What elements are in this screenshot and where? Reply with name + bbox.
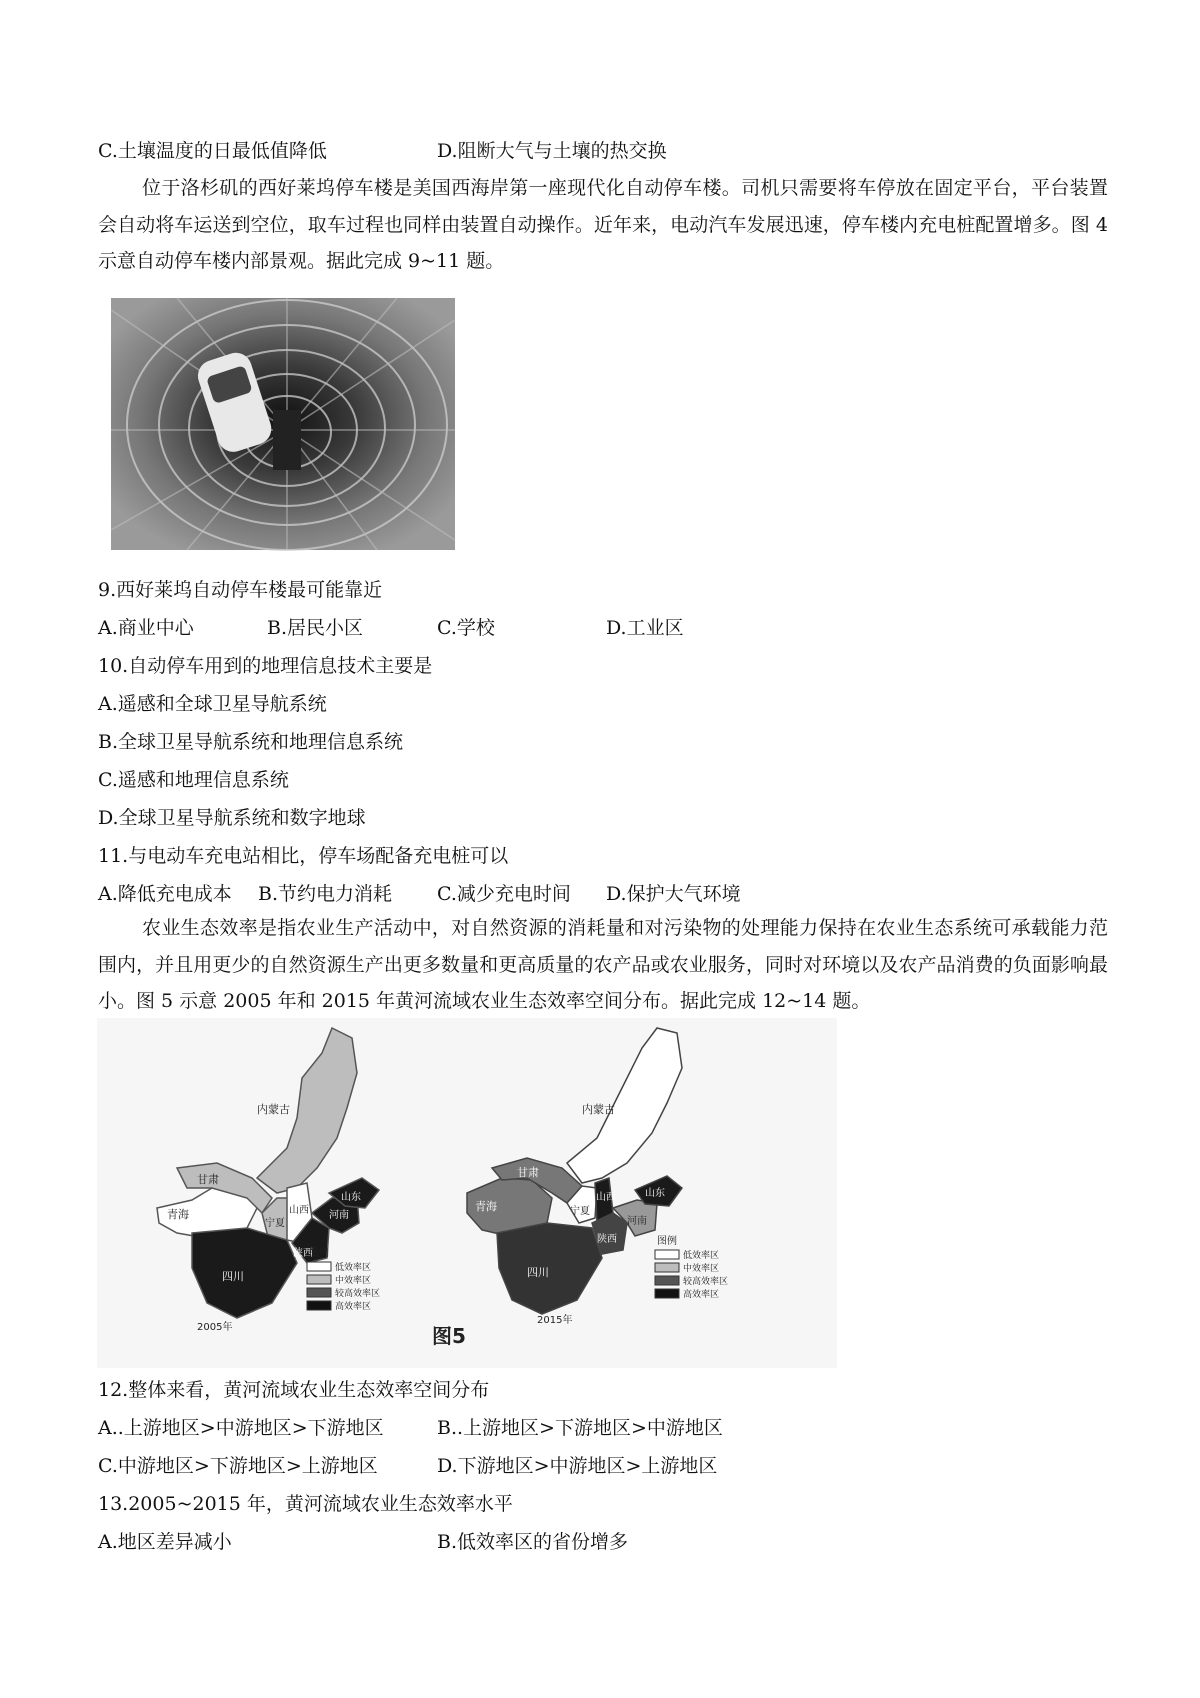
legend-2005-mid: 中效率区	[335, 1276, 372, 1286]
q12-option-c: C.中游地区>下游地区>上游地区	[98, 1455, 378, 1477]
map-2005-label-gansu: 甘肃	[197, 1173, 219, 1186]
q12-option-d: D.下游地区>中游地区>上游地区	[437, 1455, 718, 1477]
q10-option-a: A.遥感和全球卫星导航系统	[98, 693, 327, 715]
legend-2015-low: 低效率区	[683, 1251, 720, 1261]
q8-option-c: C.土壤温度的日最低值降低	[98, 140, 327, 162]
map-2005-label-neimenggu: 内蒙古	[257, 1103, 290, 1116]
map-2015-label-qinghai: 青海	[475, 1200, 497, 1213]
figure-5-maps	[97, 1018, 837, 1368]
q12-stem: 12.整体来看，黄河流域农业生态效率空间分布	[98, 1379, 490, 1401]
q9-option-d: D.工业区	[606, 617, 684, 639]
map-2005-label-qinghai: 青海	[167, 1208, 189, 1221]
q9-option-c: C.学校	[437, 617, 495, 639]
map-2015-label-gansu: 甘肃	[517, 1166, 539, 1179]
legend-2005-title: 图例	[309, 1248, 329, 1259]
q13-stem: 13.2005~2015 年，黄河流域农业生态效率水平	[98, 1493, 513, 1515]
map-2005-label-shandong: 山东	[341, 1192, 361, 1203]
q11-option-a: A.降低充电成本	[98, 883, 232, 905]
passage-parking: 位于洛杉矶的西好莱坞停车楼是美国西海岸第一座现代化自动停车楼。司机只需要将车停放在固定平台，平台装置会自动将车运送到空位，取车过程也同样由装置自动操作。近年来，电动汽车发展迅速，停车楼内充电桩配置增多。图 4 示意自动停车楼内部景观。据此完成 9~11 题。	[98, 177, 1108, 272]
q11-option-b: B.节约电力消耗	[258, 883, 393, 905]
map-2015-label-shaanxi: 陕西	[597, 1234, 617, 1245]
map-2015-label-henan: 河南	[627, 1216, 647, 1227]
q10-option-d: D.全球卫星导航系统和数字地球	[98, 807, 366, 829]
passage-agri: 农业生态效率是指农业生产活动中，对自然资源的消耗量和对污染物的处理能力保持在农业生态系统可承载能力范围内，并且用更少的自然资源生产出更多数量和更高质量的农产品或农业服务，同时对环境以及农产品消费的负面影响最小。图 5 示意 2005 年和 2015 年黄河流域农业生态效率空间分布。据此完成 12~14 题。	[98, 917, 1108, 1012]
q11-option-d: D.保护大气环境	[606, 883, 741, 905]
map-2015-label-shanxi: 山西	[596, 1192, 616, 1203]
q9-option-a: A.商业中心	[98, 617, 194, 639]
legend-2015-highish: 较高效率区	[683, 1277, 729, 1287]
figure-4-parking-photo	[97, 290, 469, 560]
q10-option-b: B.全球卫星导航系统和地理信息系统	[98, 731, 404, 753]
q9-stem: 9.西好莱坞自动停车楼最可能靠近	[98, 579, 383, 601]
map-2005-label-shaanxi: 陕西	[293, 1248, 313, 1259]
map-2005-label-ningxia: 宁夏	[265, 1218, 285, 1229]
q9-option-b: B.居民小区	[267, 617, 364, 639]
q13-option-a: A.地区差异减小	[98, 1531, 232, 1553]
map-2015-label-ningxia: 宁夏	[570, 1206, 590, 1217]
map-2005-year: 2005年	[197, 1322, 233, 1333]
legend-2015-high: 高效率区	[683, 1290, 720, 1300]
map-2005-label-henan: 河南	[329, 1210, 349, 1221]
map-2015-label-sichuan: 四川	[527, 1266, 549, 1279]
legend-2005-low: 低效率区	[335, 1263, 372, 1273]
q12-option-b: B..上游地区>下游地区>中游地区	[437, 1417, 723, 1439]
figure-5-caption: 图5	[432, 1324, 466, 1348]
legend-2015-title: 图例	[657, 1236, 677, 1247]
legend-2005-highish: 较高效率区	[335, 1289, 381, 1299]
map-2015-year: 2015年	[537, 1315, 573, 1326]
q11-option-c: C.减少充电时间	[437, 883, 571, 905]
q10-stem: 10.自动停车用到的地理信息技术主要是	[98, 655, 433, 677]
map-2015-label-shandong: 山东	[645, 1188, 665, 1199]
q10-option-c: C.遥感和地理信息系统	[98, 769, 289, 791]
legend-2005-high: 高效率区	[335, 1302, 372, 1312]
q11-stem: 11.与电动车充电站相比，停车场配备充电桩可以	[98, 845, 509, 867]
map-2015-label-neimenggu: 内蒙古	[582, 1103, 615, 1116]
legend-2015-mid: 中效率区	[683, 1264, 720, 1274]
q8-option-d: D.阻断大气与土壤的热交换	[437, 140, 667, 162]
map-2005-label-shanxi: 山西	[289, 1205, 309, 1216]
map-2005-label-sichuan: 四川	[222, 1270, 244, 1283]
q12-option-a: A..上游地区>中游地区>下游地区	[98, 1417, 384, 1439]
q13-option-b: B.低效率区的省份增多	[437, 1531, 629, 1553]
